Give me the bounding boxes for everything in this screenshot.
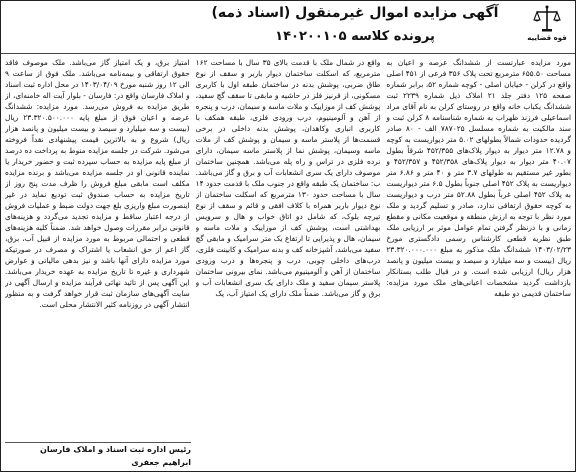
case-number: پرونده کلاسه ۱۴۰۲۰۰۱۰۵: [275, 29, 435, 44]
signatory-name: ابراهیم جعفری: [131, 458, 191, 467]
signature-block: [5, 442, 191, 469]
body-column-3: امتیاز برق، و یک امتیاز گاز می‌باشد. ملک موصوف فاقد حقوق ارتفاقی و بیمه‌نامه می‌باشد. ملک فوق از ساعت ۹ الی ۱۲ روز شنبه مورخ ۱۴۰۳/۰۴/۰۹ در محل اداره ثبت اسناد و املاک فارسان واقع در: فارسان - بلوار آیت اله خامنه‌ای، از طریق مزایده به فروش می‌رسد. مورد مزایده: ششدانگ عرصه و اعیان فوق از مبلغ پایه ۲۳.۳۲۰.۵۰۰.۰۰۰ ریال (بیست و سه میلیارد و سیصد و بیست میلیون و پانصد هزار ریال) شروع و به بالاترین قیمت پیشنهادی نقداً فروخته می‌شود. شرکت در جلسه مزایده منوط به پرداخت ده درصد از مبلغ پایه مزایده به حساب سپرده ثبت و حضور خریدار یا نماینده قانونی او در جلسه مزایده می‌باشد و برنده مزایده مکلف است مابقی مبلغ فروش را ظرف مدت پنج روز از تاریخ مزایده به حساب صندوق ثبت تودیع نماید در غیر اینصورت مبلغ واریزی بلغ جهت دولت ضبط و عملیات فروش از درجه اعتبار ساقط و مزایده تجدید می‌گردد و هزینه‌های قانونی برابر مقررات وصول خواهد شد. ضمناً کلیه هزینه‌های قطعی و احتمالی مربوط به مورد مزایده از قبیل آب، برق، گاز اعم از حق انشعاب یا اشتراک و مصرف در صورتیکه مورد مزایده دارای آنها باشد و نیز بدهی مالیاتی و عوارض شهرداری و غیره تا تاریخ مزایده به عهده خریدار می‌باشد. این آگهی پس از تائید نهائی فرآیند مزایده و ارسال آگهی در سایت آگهی‌های سازمان ثبت قرار خواهد گرفت و به منظور انتشار آگهی در روزنامه کثیر الانتشار محلی است.: [4, 58, 190, 309]
notice-header: [1, 1, 575, 54]
signatory-office: رئیس اداره ثبت اسناد و املاک فارسان: [39, 445, 191, 454]
judiciary-emblem: [525, 4, 569, 50]
notice-body: [5, 57, 571, 439]
emblem-label: قوه قضاییه: [527, 34, 567, 42]
body-column-2: واقع در شمال ملک با قدمت بالای ۳۵ سال با مساحت ۱۶۲ مترمربع، که اسکلت ساختمان دیوار باربر و سقف از نوع طاق ضربی، پوشش بدنه در ساختمان طبقه اول با کاربری مسکونی، از قرنیز فلز در حاشیه و مابقی تا سقف گچ سفید، پوشش کف از موزاییک و ملات ماسه و سیمان، درب و پنجره از آهن و آلومینیوم، درب ورودی فلزی، طبقه همکف با کاربری انباری وکاهدان، پوشش بدنه داخلی در برخی قسمت‌ها از پلاستر ماسه و سیمان و پوشش کف از ملات ماسه وسیمان، پوشش نما از پلاستر ماسه سیمان، دارای نرده فلزی در تراس و راه پله می‌باشد. همچنین ساختمان موصوف دارای یک سری انشعابات آب و برق و گاز می‌باشد. ب: ساختمان یک طبقه واقع در جنوب ملک با قدمت حدود ۱۴ سال با مساحت حدود ۱۳۰ مترمربع که اسکلت ساختمان از نوع دیوار باربر همراه با کلاف افقی و قائم و سقف از نوع تیرچه بلوک، که شامل دو اتاق خواب و هال و سرویس بهداشتی است، پوشش کف از موزاییک و ملات ماسه و سیمان، هال و پذیرایی تا ارتفاع یک متر سرامیک و مابقی گچ سفید می‌باشد، آشپزخانه کف و بدنه سرامیک و کابینت فلزی، درب‌های داخلی چوبی، درب و پنجره‌ها و درب ورودی ساختمان از آهن و آلومینیوم می‌باشد. نمای بیرونی ساختمان پلاستر سیمان سفید و ملک دارای یک سری انشعابات آب و برق و گاز می‌باشد. ضمناً ملک دارای یک امتیاز آب، یک: [195, 58, 381, 298]
notice-title: آگهی مزایده اموال غیرمنقول (اسناد ذمه): [211, 5, 499, 21]
body-column-1: مورد مزایده عبارتست از ششدانگ عرصه و اعیان به مساحت ۶۵۵.۵۰ مترمربع تحت پلاک ۳۵۶ فرعی از ۴۵۱ اصلی واقع در کرلن - خیابان اصلی - کوچه شماره ۵۲، برابر شماره صفحه ۱۲۵ دفتر جلد ۲۱ املاک ذیل شماره ۲۲۳۹ ثبت ششدانگ یکباب خانه واقع در روستای کرلن به نام آقای مراد اسماعیلی فرزند ظهراب به شماره شناسنامه ۸ کرلن ثبت و سند مالکیت به شماره مسلسل ۷۸۷۰۲۵ الف - ۸۰ صادر گردیده حدودات شمالاً بطولهای ۵.۰۲ متر دیواریست به کوچه و ۱۲.۷۸ متر دیوار به دیوار پلاک‌های ۴۵۲/۳۵۵ شرقاً بطول ۴۰.۰۷ متر دیوار به دیوار پلاک‌های ۴۵۲/۳۵۸ و ۴۵۲/۳۵۷ و بطور غیر مستقیم به طولهای ۳.۷ متر و ۴۰ متر و ۶.۸۶ متر دیواریست به پلاک ۴۵۲ اصلی جنوباً بطول ۶.۵ متر دیواریست به پلاک ۴۵۲ اصلی غرباً بطول ۵۲.۸۸ متر درب و دیواریست به کوچه حقوق ارتفاقی ندارد، صادر و تسلیم گردید و ملک مورد نظر با توجه به ارزش منطقه و موقعیت مکانی و مقطع زمانی و با درنظر گرفتن تمام عوامل موثر بر ارزیابی ملک طبق نظریه قطعی کارشناس رسمی دادگستری مورخ ۱۴۰۳/۰۲/۲۳ ششدانگ ملک مذکور به مبلغ ۲۳.۳۲۰.۰۰۰.۰۰۰ ریال (بیست و سه میلیارد و سیصد و بیست میلیون و پانصد هزار ریال) ارزیابی شده است. و در قبال طلب بستانکار بازداشت گردید مشخصات اعیانی‌های ملک مورد مزایده: ساختمان قدیمی دو طبقه: [386, 58, 571, 298]
scales-of-justice-icon: [532, 4, 562, 34]
